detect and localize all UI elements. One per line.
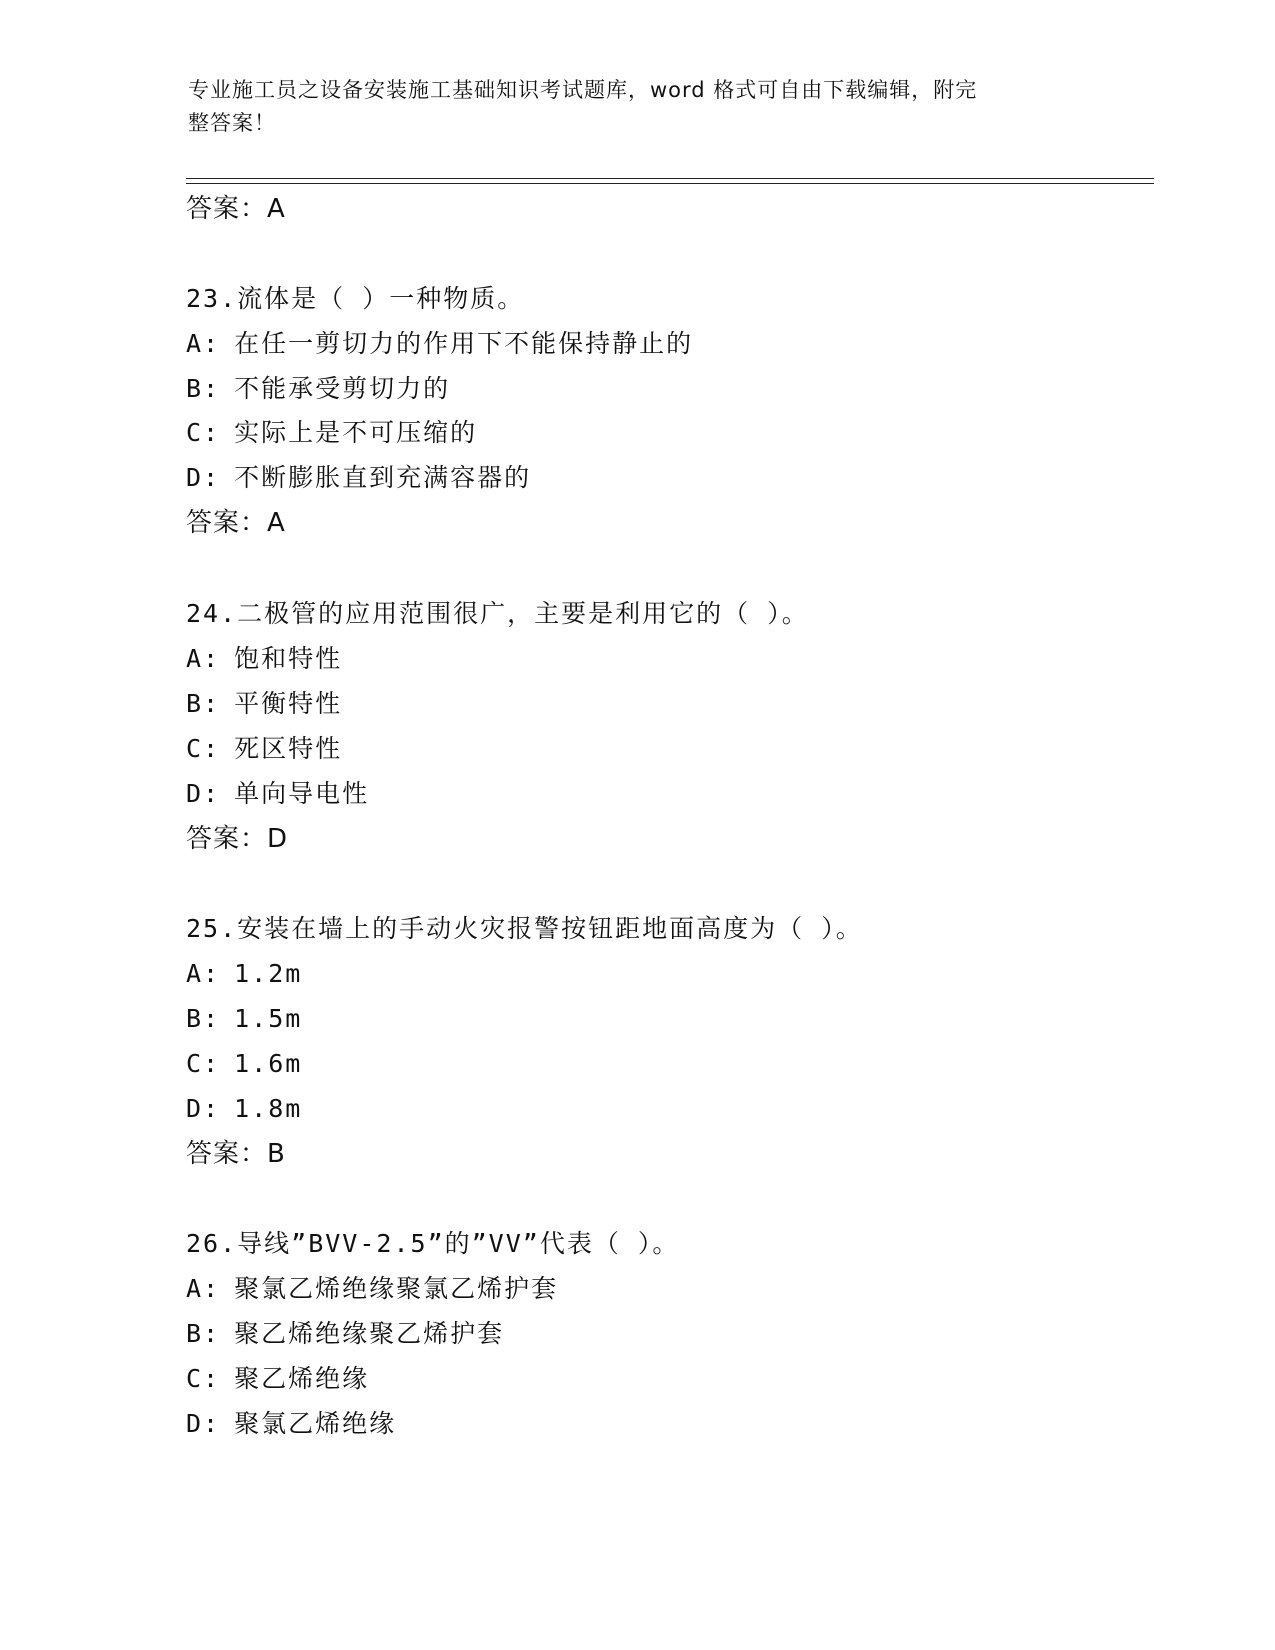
option-letter: C:: [186, 734, 221, 763]
question-24-option-b: [186, 689, 342, 719]
option-text: 聚乙烯绝缘聚乙烯护套: [234, 1319, 505, 1348]
question-25-option-c: [186, 1049, 302, 1079]
question-23-option-d: [186, 463, 531, 493]
option-letter: A:: [186, 329, 221, 358]
option-text: 聚乙烯绝缘: [234, 1364, 370, 1393]
header-title-line-2: 整答案！: [188, 111, 276, 135]
question-25-option-d: [186, 1094, 302, 1124]
option-text: 平衡特性: [234, 689, 343, 718]
option-letter: D:: [186, 1409, 221, 1438]
option-letter: C:: [186, 418, 221, 447]
option-text: 单向导电性: [234, 779, 370, 808]
option-text: 不断膨胀直到充满容器的: [234, 463, 532, 492]
question-24-answer: 答案：D: [186, 824, 289, 854]
option-letter: A:: [186, 1274, 221, 1303]
question-25-option-b: [186, 1004, 302, 1034]
question-24-option-d: [186, 779, 369, 809]
option-letter: A:: [186, 644, 221, 673]
option-letter: B:: [186, 374, 221, 403]
option-text: 在任一剪切力的作用下不能保持静止的: [234, 329, 694, 358]
question-26-option-d: [186, 1409, 396, 1439]
option-letter: C:: [186, 1364, 221, 1393]
question-23-answer: 答案：A: [186, 508, 286, 538]
header-title-line-1: 专业施工员之设备安装施工基础知识考试题库，word 格式可自由下载编辑，附完: [188, 78, 978, 102]
question-23-stem: 23.流体是（ ）一种物质。: [186, 284, 525, 313]
previous-answer: 答案：A: [186, 194, 286, 224]
question-24-stem: 24.二极管的应用范围很广，主要是利用它的（ ）。: [186, 599, 809, 628]
question-26-stem: 26.导线”BVV-2.5”的”VV”代表（ ）。: [186, 1229, 680, 1258]
option-text: 饱和特性: [234, 644, 343, 673]
option-letter: B:: [186, 1004, 221, 1033]
option-letter: D:: [186, 779, 221, 808]
document-header: [188, 74, 1088, 140]
option-text: 聚氯乙烯绝缘聚氯乙烯护套: [234, 1274, 559, 1303]
option-text: 1.2m: [234, 959, 303, 988]
option-text: 实际上是不可压缩的: [234, 418, 478, 447]
option-letter: B:: [186, 1319, 221, 1348]
question-26-option-c: [186, 1364, 369, 1394]
header-divider-bottom: [186, 183, 1154, 184]
question-26-option-a: [186, 1274, 558, 1304]
question-23-option-c: [186, 418, 477, 448]
question-25-option-a: [186, 959, 302, 989]
option-text: 1.5m: [234, 1004, 303, 1033]
question-24-option-a: [186, 644, 342, 674]
question-23-option-a: [186, 329, 693, 359]
option-text: 死区特性: [234, 734, 343, 763]
question-25-answer: 答案：B: [186, 1139, 286, 1169]
option-letter: D:: [186, 463, 221, 492]
option-letter: D:: [186, 1094, 221, 1123]
header-divider-top: [186, 178, 1154, 179]
question-24-option-c: [186, 734, 342, 764]
question-26-option-b: [186, 1319, 504, 1349]
option-text: 1.8m: [234, 1094, 303, 1123]
question-25-stem: 25.安装在墙上的手动火灾报警按钮距地面高度为（ ）。: [186, 914, 863, 943]
option-text: 不能承受剪切力的: [234, 374, 451, 403]
option-letter: A:: [186, 959, 221, 988]
option-text: 聚氯乙烯绝缘: [234, 1409, 397, 1438]
option-letter: C:: [186, 1049, 221, 1078]
option-letter: B:: [186, 689, 221, 718]
option-text: 1.6m: [234, 1049, 303, 1078]
question-23-option-b: [186, 374, 450, 404]
